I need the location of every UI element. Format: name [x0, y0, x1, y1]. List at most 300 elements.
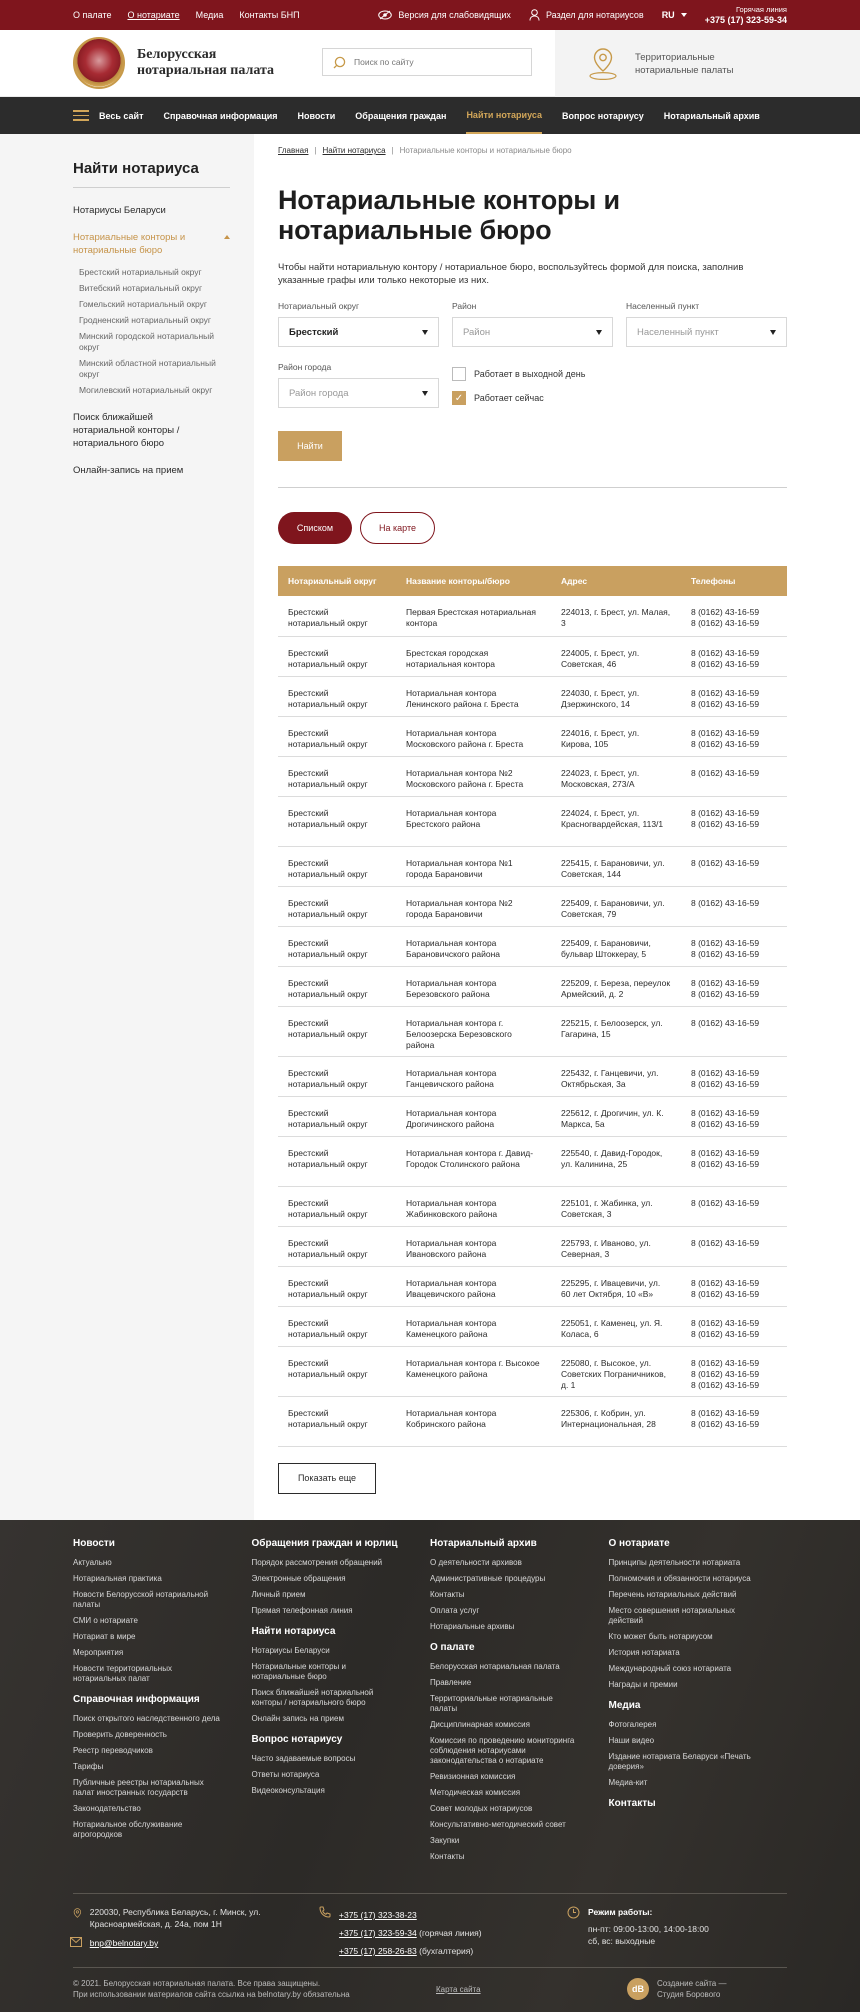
- footer-divider: [73, 1967, 787, 1968]
- cell-address: 225415, г. Барановичи, ул. Советская, 144: [551, 846, 681, 886]
- mail-icon: [70, 1937, 82, 1947]
- footer-link[interactable]: Нотариат в мире: [73, 1632, 136, 1641]
- footer-email[interactable]: bnp@belnotary.by: [89, 1938, 159, 1948]
- cell-phones[interactable]: 8 (0162) 43-16-59 8 (0162) 43-16-59: [681, 676, 787, 716]
- footer-link[interactable]: Кто может быть нотариусом: [608, 1632, 713, 1641]
- org-name: Белорусская нотариальная палата: [137, 47, 275, 78]
- cell-district: Брестский нотариальный округ: [278, 926, 396, 966]
- territorial-chambers-link[interactable]: [555, 30, 860, 97]
- user-icon: [529, 9, 540, 21]
- cell-office-name: Брестская городская нотариальная контора: [396, 636, 551, 676]
- table-row: [278, 676, 787, 716]
- find-button[interactable]: Найти: [278, 431, 342, 461]
- col-phones: Телефоны: [681, 566, 787, 596]
- footer-link[interactable]: Поиск открытого наследственного дела: [73, 1714, 220, 1723]
- cell-office-name: Нотариальная контора Березовского района: [396, 966, 551, 1006]
- locality-label: Населенный пункт: [626, 301, 700, 311]
- developer-link[interactable]: [627, 1978, 787, 2000]
- footer-section: [609, 1798, 788, 1809]
- cell-phones[interactable]: 8 (0162) 43-16-59: [681, 1006, 787, 1056]
- cell-office-name: Нотариальная контора Кобринского района: [396, 1396, 551, 1446]
- footer-heading[interactable]: О палате: [430, 1642, 475, 1653]
- sidebar-subitem[interactable]: Могилевский нотариальный округ: [79, 385, 213, 395]
- sidebar: [0, 134, 254, 1520]
- language-selector[interactable]: [662, 10, 687, 20]
- footer-link[interactable]: История нотариата: [608, 1648, 680, 1657]
- cell-district: Брестский нотариальный округ: [278, 676, 396, 716]
- footer-link[interactable]: Награды и премии: [608, 1680, 678, 1689]
- footer-link[interactable]: О деятельности архивов: [430, 1558, 522, 1567]
- copyright: [73, 1978, 436, 2000]
- footer-link[interactable]: Нотариусы Беларуси: [251, 1646, 330, 1655]
- cell-phones[interactable]: 8 (0162) 43-16-59 8 (0162) 43-16-59: [681, 716, 787, 756]
- table-row: [278, 1306, 787, 1346]
- cell-phones[interactable]: 8 (0162) 43-16-59 8 (0162) 43-16-59: [681, 926, 787, 966]
- footer-link[interactable]: Территориальные нотариальные палаты: [430, 1694, 553, 1713]
- cell-address: 224016, г. Брест, ул. Кирова, 105: [551, 716, 681, 756]
- cell-address: 224024, г. Брест, ул. Красногвардейская, 113/1: [551, 796, 681, 846]
- footer-link[interactable]: Новости Белорусской нотариальной палаты: [73, 1590, 209, 1609]
- footer-section: [430, 1538, 609, 1632]
- weekend-checkbox[interactable]: [452, 367, 585, 381]
- view-toggle: [278, 512, 787, 544]
- table-row: [278, 636, 787, 676]
- footer-link[interactable]: Онлайн запись на прием: [251, 1714, 344, 1723]
- caret-down-icon: [422, 391, 428, 396]
- cell-office-name: Нотариальная контора Московского района г. Бреста: [396, 716, 551, 756]
- cell-phones[interactable]: 8 (0162) 43-16-59 8 (0162) 43-16-59: [681, 1136, 787, 1186]
- cell-office-name: Нотариальная контора Жабинковского района: [396, 1186, 551, 1226]
- main-nav: [0, 97, 860, 134]
- language-value: RU: [661, 10, 675, 20]
- search-icon[interactable]: [333, 56, 346, 69]
- footer-link[interactable]: Административные процедуры: [430, 1574, 546, 1583]
- region-label: Район: [452, 301, 477, 311]
- hotline: [705, 5, 787, 25]
- hotline-phone[interactable]: +375 (17) 323-59-34: [704, 15, 787, 25]
- top-link-contacts[interactable]: Контакты БНП: [239, 10, 300, 20]
- footer-link[interactable]: Актуально: [73, 1558, 112, 1567]
- cell-address: 225209, г. Береза, переулок Армейский, д. 2: [551, 966, 681, 1006]
- breadcrumb-home[interactable]: Главная: [278, 146, 309, 155]
- nav-find-notary[interactable]: Найти нотариуса: [466, 97, 542, 134]
- footer-link[interactable]: Порядок рассмотрения обращений: [251, 1558, 383, 1567]
- cell-address: 224030, г. Брест, ул. Дзержинского, 14: [551, 676, 681, 716]
- cell-district: Брестский нотариальный округ: [278, 756, 396, 796]
- cell-phones[interactable]: 8 (0162) 43-16-59 8 (0162) 43-16-59: [681, 636, 787, 676]
- table-header-row: [278, 566, 787, 596]
- weekend-label: Работает в выходной день: [474, 369, 586, 379]
- hotline-label: Горячая линия: [735, 5, 787, 14]
- locality-select[interactable]: [626, 317, 787, 347]
- footer-link[interactable]: Прямая телефонная линия: [251, 1606, 353, 1615]
- table-row: [278, 756, 787, 796]
- cell-office-name: Нотариальная контора Каменецкого района: [396, 1306, 551, 1346]
- hours-weekend: сб, вс: выходные: [588, 1936, 656, 1946]
- footer-heading[interactable]: Вопрос нотариусу: [251, 1734, 343, 1745]
- cell-address: 225306, г. Кобрин, ул. Интернациональная, 28: [551, 1396, 681, 1446]
- footer-link[interactable]: Нотариальные конторы и нотариальные бюро: [251, 1662, 346, 1681]
- table-row: [278, 846, 787, 886]
- footer-link[interactable]: Международный союз нотариата: [608, 1664, 732, 1673]
- footer-section: [252, 1538, 431, 1616]
- footer-phones: [319, 1906, 559, 1960]
- cell-office-name: Нотариальная контора Ленинского района г. Бреста: [396, 676, 551, 716]
- cell-address: 225080, г. Высокое, ул. Советских Пограничников, д. 1: [551, 1346, 681, 1396]
- cell-address: 225793, г. Иваново, ул. Северная, 3: [551, 1226, 681, 1266]
- footer-heading[interactable]: Нотариальный архив: [430, 1538, 537, 1549]
- nav-reference[interactable]: Справочная информация: [163, 110, 278, 121]
- map-pin-icon: [73, 1906, 82, 1920]
- footer-heading[interactable]: Контакты: [608, 1798, 656, 1809]
- cell-address: 224023, г. Брест, ул. Московская, 273/А: [551, 756, 681, 796]
- cell-address: 225295, г. Ивацевичи, ул. 60 лет Октября, 10 «В»: [551, 1266, 681, 1306]
- check-icon: ✓: [452, 391, 466, 405]
- cell-phones[interactable]: 8 (0162) 43-16-59 8 (0162) 43-16-59: [681, 1396, 787, 1446]
- cell-address: 224005, г. Брест, ул. Советская, 46: [551, 636, 681, 676]
- cell-phones[interactable]: 8 (0162) 43-16-59: [681, 1186, 787, 1226]
- cell-office-name: Нотариальная контора №1 города Барановичи: [396, 846, 551, 886]
- search-input[interactable]: [354, 57, 504, 67]
- territorial-label: Территориальные нотариальные палаты: [635, 51, 734, 76]
- footer-link[interactable]: Полномочия и обязанности нотариуса: [608, 1574, 751, 1583]
- table-row: [278, 1396, 787, 1446]
- footer-link[interactable]: Публичные реестры нотариальных палат иностранных государств: [73, 1778, 204, 1797]
- table-body: [278, 596, 787, 1446]
- cell-office-name: Нотариальная контора г. Давид-Городок Столинского района: [396, 1136, 551, 1186]
- footer-link[interactable]: Законодательство: [73, 1804, 141, 1813]
- copyright-line: © 2021. Белорусская нотариальная палата. Все права защищены.: [73, 1979, 321, 1988]
- chevron-up-icon: [224, 235, 230, 239]
- footer: [0, 1520, 860, 2012]
- cell-office-name: Нотариальная контора г. Белоозерска Березовского района: [396, 1006, 551, 1056]
- footer-link[interactable]: Реестр переводчиков: [73, 1746, 153, 1755]
- nav-archive[interactable]: Нотариальный архив: [663, 110, 760, 121]
- footer-section: [609, 1538, 788, 1690]
- cell-address: 225409, г. Барановичи, бульвар Штоккерау, 5: [551, 926, 681, 966]
- footer-section: [73, 1538, 252, 1684]
- footer-link[interactable]: Комиссия по проведению мониторинга соблюдения нотариусами законодательства о нотариате: [430, 1736, 575, 1765]
- content: [0, 134, 860, 1520]
- search-box: [322, 48, 532, 76]
- cell-district: Брестский нотариальный округ: [278, 1306, 396, 1346]
- cell-phones[interactable]: 8 (0162) 43-16-59: [681, 756, 787, 796]
- cell-district: Брестский нотариальный округ: [278, 596, 396, 636]
- footer-link[interactable]: Медиа-кит: [608, 1778, 648, 1787]
- sidebar-subitem[interactable]: Минский областной нотариальный округ: [79, 358, 216, 379]
- footer-link[interactable]: Поиск ближайшей нотариальной конторы / нотариального бюро: [251, 1688, 374, 1707]
- footer-heading[interactable]: Обращения граждан и юрлиц: [251, 1538, 398, 1549]
- cell-phones[interactable]: 8 (0162) 43-16-59: [681, 886, 787, 926]
- table-row: [278, 1186, 787, 1226]
- footer-address-block: [73, 1906, 313, 1960]
- table-row: [278, 926, 787, 966]
- cell-address: 225612, г. Дрогичин, ул. К. Маркса, 5а: [551, 1096, 681, 1136]
- district-label: Нотариальный округ: [278, 301, 360, 311]
- sidebar-subitem[interactable]: Брестский нотариальный округ: [79, 267, 202, 277]
- footer-link[interactable]: Нотариальное обслуживание агрогородков: [73, 1820, 183, 1839]
- footer-heading[interactable]: Новости: [73, 1538, 115, 1549]
- footer-link[interactable]: Ревизионная комиссия: [430, 1772, 516, 1781]
- emblem-icon: [73, 37, 125, 89]
- footer-link[interactable]: Принципы деятельности нотариата: [608, 1558, 741, 1567]
- cell-address: 225101, г. Жабинка, ул. Советская, 3: [551, 1186, 681, 1226]
- district-select[interactable]: [278, 317, 439, 347]
- footer-phone-3[interactable]: +375 (17) 258-26-83: [339, 1946, 417, 1956]
- cell-district: Брестский нотариальный округ: [278, 636, 396, 676]
- caret-down-icon: [770, 330, 776, 335]
- chevron-down-icon: [681, 13, 687, 17]
- breadcrumb-sep: |: [314, 146, 317, 155]
- open-now-label: Работает сейчас: [474, 393, 544, 403]
- cell-address: 225409, г. Барановичи, ул. Советская, 79: [551, 886, 681, 926]
- nav-all-site[interactable]: [73, 97, 144, 134]
- site-logo[interactable]: [73, 37, 287, 89]
- cell-address: 225051, г. Каменец, ул. Я. Коласа, 6: [551, 1306, 681, 1346]
- table-row: [278, 1346, 787, 1396]
- footer-link[interactable]: Дисциплинарная комиссия: [430, 1720, 530, 1729]
- footer-columns: [73, 1538, 787, 1872]
- sidebar-item-notaries[interactable]: Нотариусы Беларуси: [73, 205, 166, 216]
- low-vision-link[interactable]: [378, 10, 511, 20]
- col-district: Нотариальный округ: [278, 566, 396, 596]
- breadcrumb-current: Нотариальные конторы и нотариальные бюро: [399, 146, 572, 155]
- checkbox-box: [452, 367, 466, 381]
- footer-section: [609, 1700, 788, 1788]
- footer-link[interactable]: Методическая комиссия: [430, 1788, 521, 1797]
- footer-column: [430, 1538, 609, 1872]
- header: [0, 30, 860, 97]
- cell-address: 225540, г. Давид-Городок, ул. Калинина, 25: [551, 1136, 681, 1186]
- sitemap-link[interactable]: Карта сайта: [436, 1985, 481, 1994]
- col-name: Название конторы/бюро: [396, 566, 551, 596]
- cell-office-name: Нотариальная контора Барановичского района: [396, 926, 551, 966]
- footer-link[interactable]: Личный прием: [251, 1590, 306, 1599]
- footer-link[interactable]: Оплата услуг: [430, 1606, 480, 1615]
- main: [254, 134, 860, 1520]
- footer-link[interactable]: СМИ о нотариате: [73, 1616, 138, 1625]
- table-row: [278, 966, 787, 1006]
- footer-phone-1[interactable]: +375 (17) 323-38-23: [339, 1910, 417, 1920]
- table-row: [278, 1006, 787, 1056]
- breadcrumb-find[interactable]: Найти нотариуса: [322, 146, 386, 155]
- cell-office-name: Нотариальная контора Ганцевичского района: [396, 1056, 551, 1096]
- footer-link[interactable]: Закупки: [430, 1836, 460, 1845]
- cell-office-name: Нотариальная контора г. Высокое Каменецкого района: [396, 1346, 551, 1396]
- sidebar-subitem[interactable]: Гродненский нотариальный округ: [79, 315, 211, 325]
- city-district-placeholder: Район города: [289, 387, 349, 399]
- list-view-button[interactable]: Списком: [278, 512, 352, 544]
- show-more-button[interactable]: Показать еще: [278, 1463, 376, 1494]
- table-row: [278, 716, 787, 756]
- region-placeholder: Район: [463, 326, 491, 338]
- phone-icon: [319, 1906, 331, 1918]
- cell-phones[interactable]: 8 (0162) 43-16-59 8 (0162) 43-16-59: [681, 796, 787, 846]
- cell-district: Брестский нотариальный округ: [278, 1266, 396, 1306]
- cell-district: Брестский нотариальный округ: [278, 1136, 396, 1186]
- developer-logo: dB: [627, 1978, 649, 2000]
- footer-link[interactable]: Нотариальная практика: [73, 1574, 162, 1583]
- caret-down-icon: [422, 330, 428, 335]
- cell-district: Брестский нотариальный округ: [278, 1396, 396, 1446]
- nav-appeals[interactable]: Обращения граждан: [355, 110, 447, 121]
- open-now-checkbox[interactable]: [452, 391, 585, 405]
- top-links: [73, 10, 300, 20]
- sidebar-item-online[interactable]: Онлайн-запись на прием: [73, 465, 184, 476]
- footer-link[interactable]: Фотогалерея: [608, 1720, 657, 1729]
- footer-link[interactable]: Правление: [430, 1678, 472, 1687]
- cell-phones[interactable]: 8 (0162) 43-16-59 8 (0162) 43-16-59: [681, 1056, 787, 1096]
- footer-link[interactable]: Мероприятия: [73, 1648, 124, 1657]
- footer-link[interactable]: Проверить доверенность: [73, 1730, 167, 1739]
- cell-district: Брестский нотариальный округ: [278, 1186, 396, 1226]
- cell-address: 225432, г. Ганцевичи, ул. Октябрьская, 3а: [551, 1056, 681, 1096]
- sidebar-submenu: [73, 267, 230, 396]
- phone-note: (горячая линия): [419, 1928, 482, 1938]
- table-row: [278, 1136, 787, 1186]
- footer-link[interactable]: Часто задаваемые вопросы: [251, 1754, 356, 1763]
- sidebar-subitem[interactable]: Витебский нотариальный округ: [79, 283, 203, 293]
- notary-section-link[interactable]: [529, 9, 644, 21]
- cell-district: Брестский нотариальный округ: [278, 966, 396, 1006]
- cell-phones[interactable]: 8 (0162) 43-16-59 8 (0162) 43-16-59 8 (0162) 43-16-59: [681, 1346, 787, 1396]
- footer-link[interactable]: Наши видео: [608, 1736, 655, 1745]
- cell-district: Брестский нотариальный округ: [278, 1006, 396, 1056]
- hours-title: Режим работы:: [588, 1907, 653, 1917]
- cell-office-name: Первая Брестская нотариальная контора: [396, 596, 551, 636]
- sidebar-subitem[interactable]: Минский городской нотариальный округ: [79, 331, 215, 352]
- table-row: [278, 1226, 787, 1266]
- footer-link[interactable]: Тарифы: [73, 1762, 104, 1771]
- footer-link[interactable]: Ответы нотариуса: [251, 1770, 320, 1779]
- footer-section: [252, 1626, 431, 1724]
- hours-weekdays: пн-пт: 09:00-13:00, 14:00-18:00: [588, 1924, 709, 1934]
- menu-icon: [73, 110, 89, 121]
- cell-office-name: Нотариальная контора №2 города Барановичи: [396, 886, 551, 926]
- cell-phones[interactable]: 8 (0162) 43-16-59 8 (0162) 43-16-59: [681, 1266, 787, 1306]
- footer-link[interactable]: Нотариальные архивы: [430, 1622, 515, 1631]
- cell-district: Брестский нотариальный округ: [278, 1346, 396, 1396]
- footer-link[interactable]: Новости территориальных нотариальных палат: [73, 1664, 172, 1683]
- sidebar-item-nearest[interactable]: Поиск ближайшей нотариальной конторы / нотариального бюро: [73, 412, 180, 449]
- cell-district: Брестский нотариальный округ: [278, 1056, 396, 1096]
- footer-link[interactable]: Место совершения нотариальных действий: [608, 1606, 735, 1625]
- footer-heading[interactable]: Справочная информация: [73, 1694, 200, 1705]
- table-row: [278, 1266, 787, 1306]
- city-district-select[interactable]: [278, 378, 439, 408]
- cell-address: 225215, г. Белоозерск, ул. Гагарина, 15: [551, 1006, 681, 1056]
- caret-down-icon: [596, 330, 602, 335]
- intro-text: Чтобы найти нотариальную контору / нотариальное бюро, воспользуйтесь формой для поиска, заполнив указанные графы или только некоторые из них.: [278, 262, 744, 286]
- sidebar-item-offices[interactable]: [73, 231, 230, 257]
- notary-section-label: Раздел для нотариусов: [545, 10, 644, 20]
- footer-column: [73, 1538, 252, 1872]
- cell-phones[interactable]: 8 (0162) 43-16-59: [681, 846, 787, 886]
- footer-section: [430, 1642, 609, 1862]
- divider: [278, 487, 787, 488]
- footer-section: [252, 1734, 431, 1796]
- footer-column: [252, 1538, 431, 1872]
- copyright-line: При использовании материалов сайта ссылка на belnotary.by обязательна: [73, 1990, 350, 1999]
- city-district-label: Район города: [278, 362, 332, 372]
- footer-link[interactable]: Контакты: [430, 1852, 465, 1861]
- breadcrumb: [278, 146, 787, 155]
- low-vision-label: Версия для слабовидящих: [398, 10, 511, 20]
- footer-link[interactable]: Перечень нотариальных действий: [608, 1590, 737, 1599]
- nav-ask-notary[interactable]: Вопрос нотариусу: [561, 110, 644, 121]
- cell-district: Брестский нотариальный округ: [278, 886, 396, 926]
- footer-email-row: [70, 1937, 313, 1949]
- map-pin-icon: [587, 47, 619, 81]
- phone-note: (бухгалтерия): [419, 1946, 474, 1956]
- developer-label: Создание сайта — Студия Борового: [657, 1979, 727, 1999]
- top-link-media[interactable]: Медиа: [195, 10, 224, 20]
- eye-icon: [378, 10, 392, 20]
- cell-phones[interactable]: 8 (0162) 43-16-59 8 (0162) 43-16-59: [681, 1096, 787, 1136]
- footer-heading[interactable]: Найти нотариуса: [251, 1626, 336, 1637]
- cell-phones[interactable]: 8 (0162) 43-16-59 8 (0162) 43-16-59: [681, 966, 787, 1006]
- table-row: [278, 796, 787, 846]
- clock-icon: [567, 1906, 580, 1919]
- breadcrumb-sep: |: [391, 146, 394, 155]
- footer-link[interactable]: Белорусская нотариальная палата: [430, 1662, 560, 1671]
- table-row: [278, 886, 787, 926]
- cell-office-name: Нотариальная контора Дрогичинского района: [396, 1096, 551, 1136]
- map-view-button[interactable]: На карте: [360, 512, 435, 544]
- sidebar-subitem[interactable]: Гомельский нотариальный округ: [79, 299, 207, 309]
- footer-heading[interactable]: О нотариате: [608, 1538, 670, 1549]
- col-address: Адрес: [551, 566, 681, 596]
- cell-office-name: Нотариальная контора Ивановского района: [396, 1226, 551, 1266]
- cell-address: 224013, г. Брест, ул. Малая, 3: [551, 596, 681, 636]
- top-link-notariat[interactable]: О нотариате: [127, 10, 180, 20]
- cell-phones[interactable]: 8 (0162) 43-16-59 8 (0162) 43-16-59: [681, 1306, 787, 1346]
- footer-divider: [73, 1893, 787, 1894]
- top-link-about[interactable]: О палате: [73, 10, 112, 20]
- footer-link[interactable]: Совет молодых нотариусов: [430, 1804, 533, 1813]
- cell-district: Брестский нотариальный округ: [278, 846, 396, 886]
- footer-heading[interactable]: Медиа: [608, 1700, 641, 1711]
- offices-table: [278, 566, 787, 1447]
- footer-bottom: [73, 1978, 787, 2000]
- cell-phones[interactable]: 8 (0162) 43-16-59 8 (0162) 43-16-59: [681, 596, 787, 636]
- region-select[interactable]: [452, 317, 613, 347]
- footer-column: [609, 1538, 788, 1872]
- cell-phones[interactable]: 8 (0162) 43-16-59: [681, 1226, 787, 1266]
- cell-office-name: Нотариальная контора Ивацевичского района: [396, 1266, 551, 1306]
- table-row: [278, 1096, 787, 1136]
- footer-link[interactable]: Издание нотариата Беларуси «Печать доверия»: [608, 1752, 751, 1771]
- cell-district: Брестский нотариальный округ: [278, 716, 396, 756]
- footer-link[interactable]: Видеоконсультация: [251, 1786, 325, 1795]
- footer-phone-2[interactable]: +375 (17) 323-59-34: [339, 1928, 417, 1938]
- page-title: Нотариальные конторы и нотариальные бюро: [278, 185, 620, 245]
- district-value: Брестский: [289, 326, 339, 338]
- footer-link[interactable]: Контакты: [430, 1590, 465, 1599]
- top-bar: [0, 0, 860, 30]
- cell-office-name: Нотариальная контора №2 Московского района г. Бреста: [396, 756, 551, 796]
- search-form: [278, 301, 787, 347]
- footer-link[interactable]: Электронные обращения: [251, 1574, 346, 1583]
- sidebar-title: Найти нотариуса: [73, 160, 230, 188]
- nav-news[interactable]: Новости: [297, 110, 336, 121]
- footer-hours: [567, 1906, 709, 1960]
- cell-office-name: Нотариальная контора Брестского района: [396, 796, 551, 846]
- footer-link[interactable]: Консультативно-методический совет: [430, 1820, 566, 1829]
- cell-district: Брестский нотариальный округ: [278, 796, 396, 846]
- locality-placeholder: Населенный пункт: [637, 326, 719, 338]
- footer-contacts: [73, 1906, 787, 1960]
